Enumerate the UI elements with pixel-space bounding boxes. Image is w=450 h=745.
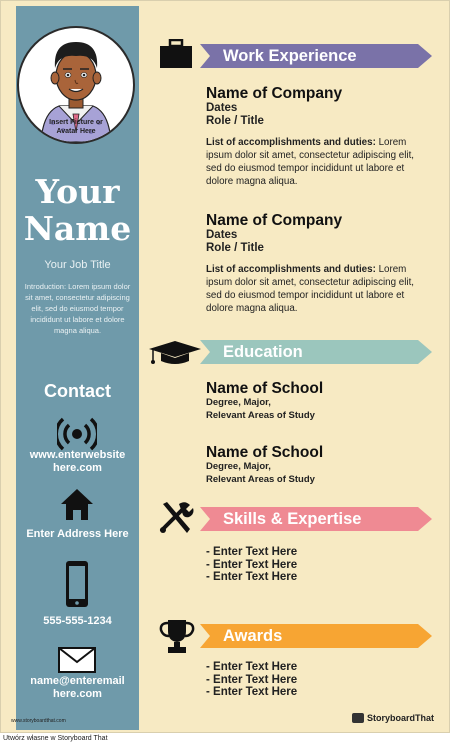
introduction-text: Introduction: Lorem ipsum dolor sit amet, consectetur adipiscing elit, sed do eiusmod tempor incididunt ut labore et dolore magna aliqua.	[24, 282, 131, 335]
address-text: Enter Address Here	[26, 528, 129, 540]
avatar-caption-line2: Avatar Here	[56, 128, 96, 135]
list-item: - Enter Text Here	[206, 558, 298, 571]
company-name: Name of Company	[206, 85, 343, 102]
job-role: Role / Title	[206, 242, 264, 254]
company-name: Name of Company	[206, 212, 343, 229]
job-duties-2	[206, 263, 428, 315]
website-line2: here.com	[53, 462, 102, 474]
job-duties-1	[206, 136, 428, 188]
email-link[interactable]	[16, 675, 139, 701]
storyboardthat-logo[interactable]	[352, 713, 434, 723]
envelope-icon	[58, 647, 96, 673]
job-dates: Dates	[206, 102, 238, 114]
list-item: - Enter Text Here	[206, 546, 298, 558]
avatar-caption-line1: Insert Picture or	[49, 119, 103, 126]
skills-title: Skills & Expertise	[223, 510, 362, 528]
work-experience-title: Work Experience	[223, 47, 357, 65]
duties-text: Lorem ipsum dolor sit amet, consectetur adipiscing elit, sed do eiusmod tempor incididunt ut labore et dolore magna aliqua.	[206, 264, 415, 314]
school-degree: Degree, Major,	[206, 461, 271, 472]
school-entry-1	[206, 381, 323, 422]
job-dates: Dates	[206, 229, 238, 241]
avatar-caption	[19, 118, 133, 136]
email-line1: name@enteremail	[30, 675, 125, 687]
contact-heading: Contact	[44, 381, 111, 401]
education-title: Education	[223, 343, 303, 361]
job-role: Role / Title	[206, 115, 264, 127]
trophy-icon	[158, 617, 196, 655]
school-degree: Degree, Major,	[206, 397, 271, 408]
website-line1: www.enterwebsite	[29, 449, 126, 461]
duties-label: List of accomplishments and duties:	[206, 137, 376, 148]
school-areas: Relevant Areas of Study	[206, 409, 315, 421]
duties-text: Lorem ipsum dolor sit amet, consectetur adipiscing elit, sed do eiusmod tempor incididunt ut labore et dolore magna aliqua.	[206, 137, 415, 187]
email-line2: here.com	[53, 688, 102, 700]
name-line1: Your	[35, 172, 120, 211]
awards-list	[206, 661, 297, 699]
footer-text: Utwórz własne w Storyboard That	[3, 735, 108, 742]
school-areas: Relevant Areas of Study	[206, 473, 315, 485]
school-name: Name of School	[206, 444, 324, 461]
list-item: - Enter Text Here	[206, 673, 298, 686]
name-heading	[16, 173, 139, 247]
school-name: Name of School	[206, 380, 324, 397]
phone-number[interactable]: 555-555-1234	[43, 615, 112, 627]
duties-label: List of accomplishments and duties:	[206, 264, 376, 275]
tools-icon	[157, 499, 195, 537]
school-entry-2	[206, 445, 323, 486]
awards-title: Awards	[223, 627, 283, 645]
list-item: - Enter Text Here	[206, 686, 298, 698]
job-title: Your Job Title	[44, 259, 111, 271]
phone-icon	[65, 560, 89, 608]
website-link[interactable]	[16, 449, 139, 475]
job-entry-2	[206, 213, 342, 255]
name-line2: Name	[23, 209, 132, 248]
list-item: - Enter Text Here	[206, 571, 298, 583]
job-entry-1	[206, 86, 342, 128]
house-icon	[59, 487, 95, 521]
logo-mark-icon	[352, 713, 364, 723]
sidebar-credit: www.storyboardthat.com	[11, 718, 66, 724]
brand-label: StoryboardThat	[367, 713, 435, 723]
avatar[interactable]	[17, 26, 135, 144]
briefcase-icon	[159, 39, 193, 69]
graduation-cap-icon	[147, 339, 203, 365]
skills-list	[206, 546, 297, 584]
list-item: - Enter Text Here	[206, 661, 298, 673]
broadcast-icon	[57, 415, 97, 453]
